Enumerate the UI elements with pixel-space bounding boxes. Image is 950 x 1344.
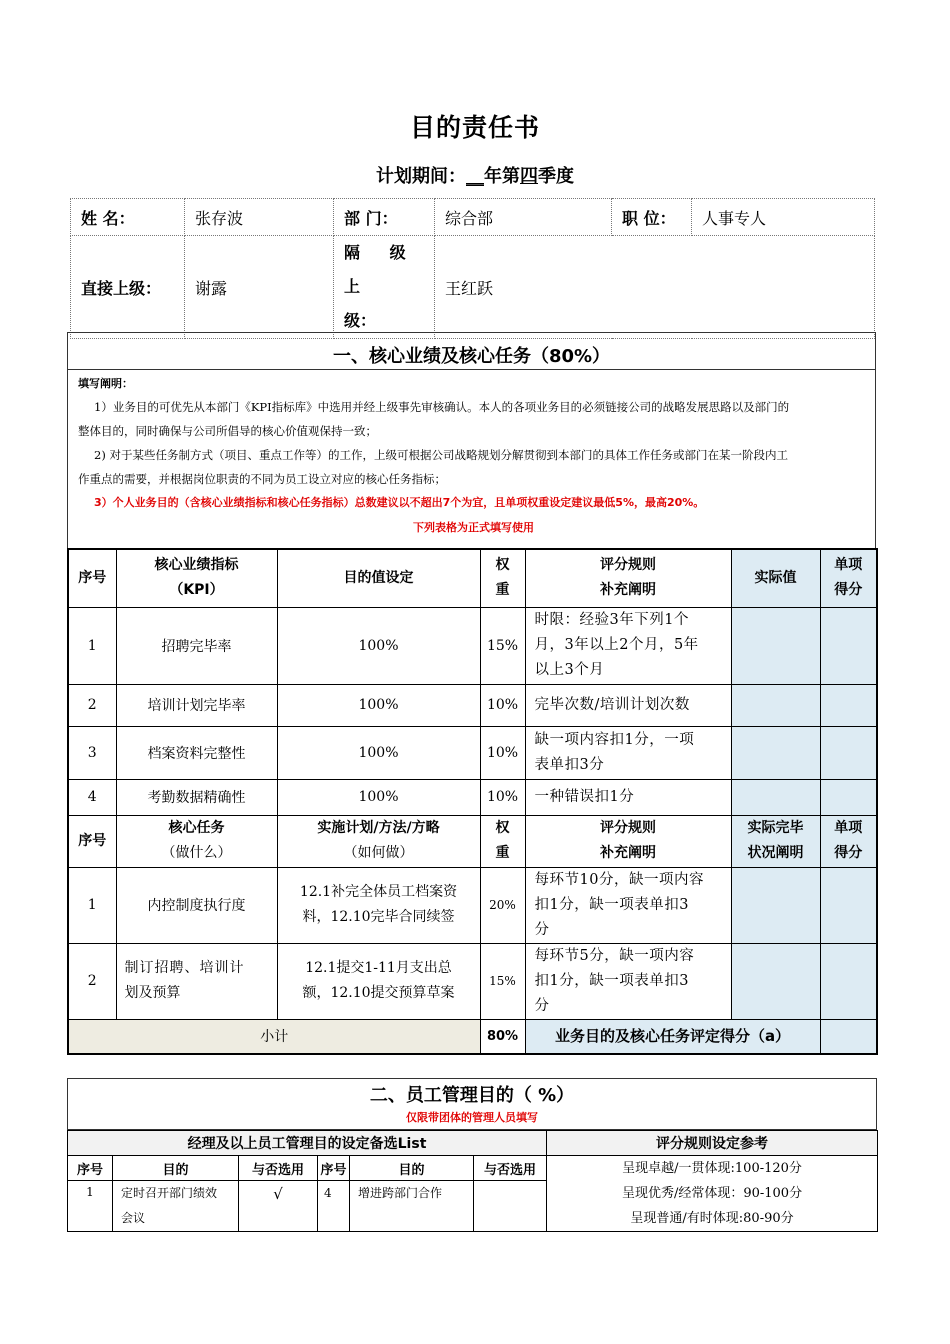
management-goals-table [67,1130,878,1232]
skip-level-label [334,236,435,339]
kpi-table [67,548,878,1055]
task-status-cell[interactable] [731,867,820,943]
task-col-plan-l2: （如何做） [343,845,414,861]
goal-seq-2: 4 [318,1181,350,1232]
goal-col-select-2: 与否选用 [474,1156,547,1181]
name-value[interactable]: 张存波 [185,199,334,236]
goal-col-seq-2: 序号 [318,1156,350,1181]
subtotal-row [68,1019,877,1054]
period-quarter-word: 季度 [538,166,574,187]
kpi-seq: 4 [68,779,116,815]
kpi-score-cell[interactable] [820,726,877,779]
task-col-score-l2: 得分 [834,845,863,861]
section1-notes [78,373,869,541]
task-name[interactable] [116,943,277,1019]
kpi-col-actual: 实际值 [731,549,820,607]
task-col-name [116,815,277,867]
section2-header [67,1078,877,1130]
goal-col-goal: 目的 [113,1156,239,1181]
kpi-col-rule-l1: 评分规则 [600,557,656,574]
goal-name-line: 会议 [121,1211,146,1225]
section1-title: 一、核心业绩及核心任务（80%） [332,346,611,367]
goal-col-goal-2: 目的 [350,1156,474,1181]
kpi-name[interactable]: 档案资料完整性 [116,726,277,779]
subtotal-weight: 80% [480,1019,525,1054]
task-rule-line: 扣1分，缺一项表单扣3 [534,972,689,989]
note-4: 下列表格为正式填写使用 [413,521,534,534]
task-name-line: 制订招聘、培训计 [124,960,245,976]
table-row [68,684,877,726]
kpi-col-weight-l1: 权 [495,557,510,574]
section2-subtitle: 仅限带团体的管理人员填写 [406,1111,538,1124]
task-plan[interactable] [277,867,480,943]
kpi-col-rule [525,549,731,607]
task-rule-line: 分 [534,997,550,1014]
task-rule[interactable] [525,867,731,943]
dept-label: 部 门： [334,199,435,236]
kpi-col-name-l1: 核心业绩指标 [154,557,239,574]
goal-select-checkbox-2[interactable] [474,1181,547,1232]
task-rule-line: 每环节10分，缺一项内容 [534,871,704,888]
task-col-rule-l1: 评分规则 [600,820,656,836]
task-weight[interactable]: 20% [480,867,525,943]
task-col-weight-l2: 重 [495,845,510,861]
table-row [68,607,877,684]
period-label: 计划期间： [376,166,466,187]
note-3: 3）个人业务目的（含核心业绩指标和核心任务指标）总数建议以不超出7个为宜，且单项权重设定建议最低5%，最高20%。 [94,496,705,509]
task-col-weight [480,815,525,867]
kpi-header-row [68,549,877,607]
period-year-word: 年第 [484,166,520,187]
kpi-score-cell[interactable] [820,779,877,815]
task-seq: 1 [68,867,116,943]
kpi-actual-cell[interactable] [731,726,820,779]
kpi-score-cell[interactable] [820,684,877,726]
table-row [68,943,877,1019]
goal-name-line: 定时召开部门绩效 [121,1186,218,1200]
document-title: 目的责任书 [409,113,540,142]
task-rule-line: 每环节5分，缺一项内容 [534,947,695,964]
kpi-weight[interactable]: 15% [480,607,525,684]
kpi-target[interactable]: 100% [277,607,480,684]
task-status-cell[interactable] [731,943,820,1019]
task-plan-line: 12.1提交1-11月支出总 [305,960,452,976]
kpi-seq: 1 [68,607,116,684]
kpi-rule-line: 以上3个月 [534,662,605,678]
task-rule[interactable] [525,943,731,1019]
task-col-weight-l1: 权 [495,820,510,836]
employee-info-table [70,198,875,339]
task-col-name-l2: （做什么） [161,845,232,861]
goal-select-checkbox[interactable]: √ [239,1181,318,1232]
table-row [68,867,877,943]
kpi-actual-cell[interactable] [731,684,820,726]
scoring-ref-list [547,1156,878,1232]
kpi-actual-cell[interactable] [731,607,820,684]
task-col-score-l1: 单项 [834,820,863,836]
note-2a: 2) 对于某些任务制方式（项目、重点工作等）的工作，上级可根据公司战略规划分解贯彻到本部门的具体工作任务或部门在某一阶段内工 [94,448,788,462]
task-seq: 2 [68,943,116,1019]
kpi-col-weight [480,549,525,607]
period-year-blank[interactable]: __ [466,166,484,187]
task-score-cell[interactable] [820,867,877,943]
note-2b: 作重点的需要，并根据岗位职责的不同为员工设立对应的核心任务指标； [78,472,446,486]
kpi-actual-cell[interactable] [731,779,820,815]
kpi-weight[interactable]: 10% [480,779,525,815]
task-col-plan [277,815,480,867]
task-score-cell[interactable] [820,943,877,1019]
task-plan-line: 料，12.10完毕合同续签 [302,909,455,925]
kpi-name[interactable]: 培训计划完毕率 [116,684,277,726]
task-col-status-l1: 实际完毕 [747,820,804,836]
kpi-col-weight-l2: 重 [495,582,510,599]
note-1b: 整体目的，同时确保与公司所倡导的核心价值观保持一致； [78,424,377,438]
kpi-col-score-l1: 单项 [834,557,863,574]
task-rule-line: 扣1分，缺一项表单扣3 [534,896,689,913]
direct-supervisor-value[interactable]: 谢露 [185,236,334,339]
scoring-ref-item: 呈现普通/有时体现:80-90分 [630,1211,794,1226]
kpi-rule-line: 时限：经验3年下列1个 [534,612,689,628]
subtotal-label: 小计 [68,1019,480,1054]
kpi-col-name [116,549,277,607]
position-value[interactable]: 人事专人 [692,199,875,236]
kpi-rule-line: 月，3年以上2个月，5年 [534,637,699,653]
kpi-target[interactable]: 100% [277,726,480,779]
kpi-rule[interactable] [525,607,731,684]
subtotal-score-label: 业务目的及核心任务评定得分（a） [525,1019,820,1054]
task-name[interactable]: 内控制度执行度 [116,867,277,943]
goal-name-2: 增进跨部门合作 [350,1181,474,1232]
position-label: 职 位： [612,199,692,236]
goal-seq: 1 [68,1181,113,1232]
scoring-ref-item: 呈现优秀/经常体现：90-100分 [621,1186,803,1201]
plan-period [0,162,950,188]
skip-level-label-line1: 隔 级 上 [344,243,418,296]
kpi-rule[interactable] [525,726,731,779]
kpi-target[interactable]: 100% [277,684,480,726]
kpi-seq: 3 [68,726,116,779]
task-col-seq: 序号 [68,815,116,867]
scoring-ref-title: 评分规则设定参考 [547,1131,878,1156]
task-col-status [731,815,820,867]
goal-col-select: 与否选用 [239,1156,318,1181]
task-col-status-l2: 状况阐明 [747,845,804,861]
skip-level-value[interactable]: 王红跃 [435,236,875,339]
period-quarter[interactable]: 四 [520,166,538,187]
table-row [68,779,877,815]
task-header-row [68,815,877,867]
table-row [68,726,877,779]
kpi-weight[interactable]: 10% [480,726,525,779]
kpi-col-name-l2: （KPI） [169,582,224,599]
kpi-rule[interactable]: 一种错误扣1分 [525,779,731,815]
kpi-col-score [820,549,877,607]
kpi-seq: 2 [68,684,116,726]
note-1a: 1）业务目的可优先从本部门《KPI指标库》中选用并经上级事先审核确认。本人的各项业务目的必须链接公司的战略发展思路以及部门的 [94,400,790,414]
task-plan[interactable] [277,943,480,1019]
scoring-ref-item: 呈现卓越/一贯体现:100-120分 [622,1161,802,1176]
subtotal-score-cell[interactable] [820,1019,877,1054]
task-col-score [820,815,877,867]
dept-value[interactable]: 综合部 [435,199,612,236]
kpi-rule-line: 缺一项内容扣1分，一项 [534,731,695,748]
kpi-score-cell[interactable] [820,607,877,684]
task-col-plan-l1: 实施计划/方法/方略 [317,820,440,836]
kpi-col-seq: 序号 [68,549,116,607]
section2-title: 二、员工管理目的（ %） [369,1085,575,1106]
kpi-col-score-l2: 得分 [834,582,863,599]
kpi-col-target: 目的值设定 [277,549,480,607]
kpi-rule[interactable]: 完毕次数/培训计划次数 [525,684,731,726]
kpi-target[interactable]: 100% [277,779,480,815]
kpi-weight[interactable]: 10% [480,684,525,726]
kpi-name[interactable]: 考勤数据精确性 [116,779,277,815]
task-weight[interactable]: 15% [480,943,525,1019]
goal-list-title: 经理及以上员工管理目的设定备选List [68,1131,547,1156]
goal-col-seq: 序号 [68,1156,113,1181]
direct-supervisor-label: 直接上级： [71,236,185,339]
task-plan-line: 额，12.10提交预算草案 [302,985,455,1001]
task-col-name-l1: 核心任务 [168,820,225,836]
task-col-rule [525,815,731,867]
kpi-name[interactable]: 招聘完毕率 [116,607,277,684]
skip-level-label-line2: 级： [344,311,377,330]
kpi-col-rule-l2: 补充阐明 [600,582,656,599]
task-name-line: 划及预算 [124,985,181,1001]
task-col-rule-l2: 补充阐明 [600,845,656,861]
name-label: 姓 名： [71,199,185,236]
goal-name [113,1181,239,1232]
kpi-rule-line: 表单扣3分 [534,756,605,773]
task-rule-line: 分 [534,921,550,938]
section1-divider [68,369,875,370]
task-plan-line: 12.1补完全体员工档案资 [299,884,458,900]
notes-heading: 填写阐明： [78,377,133,390]
